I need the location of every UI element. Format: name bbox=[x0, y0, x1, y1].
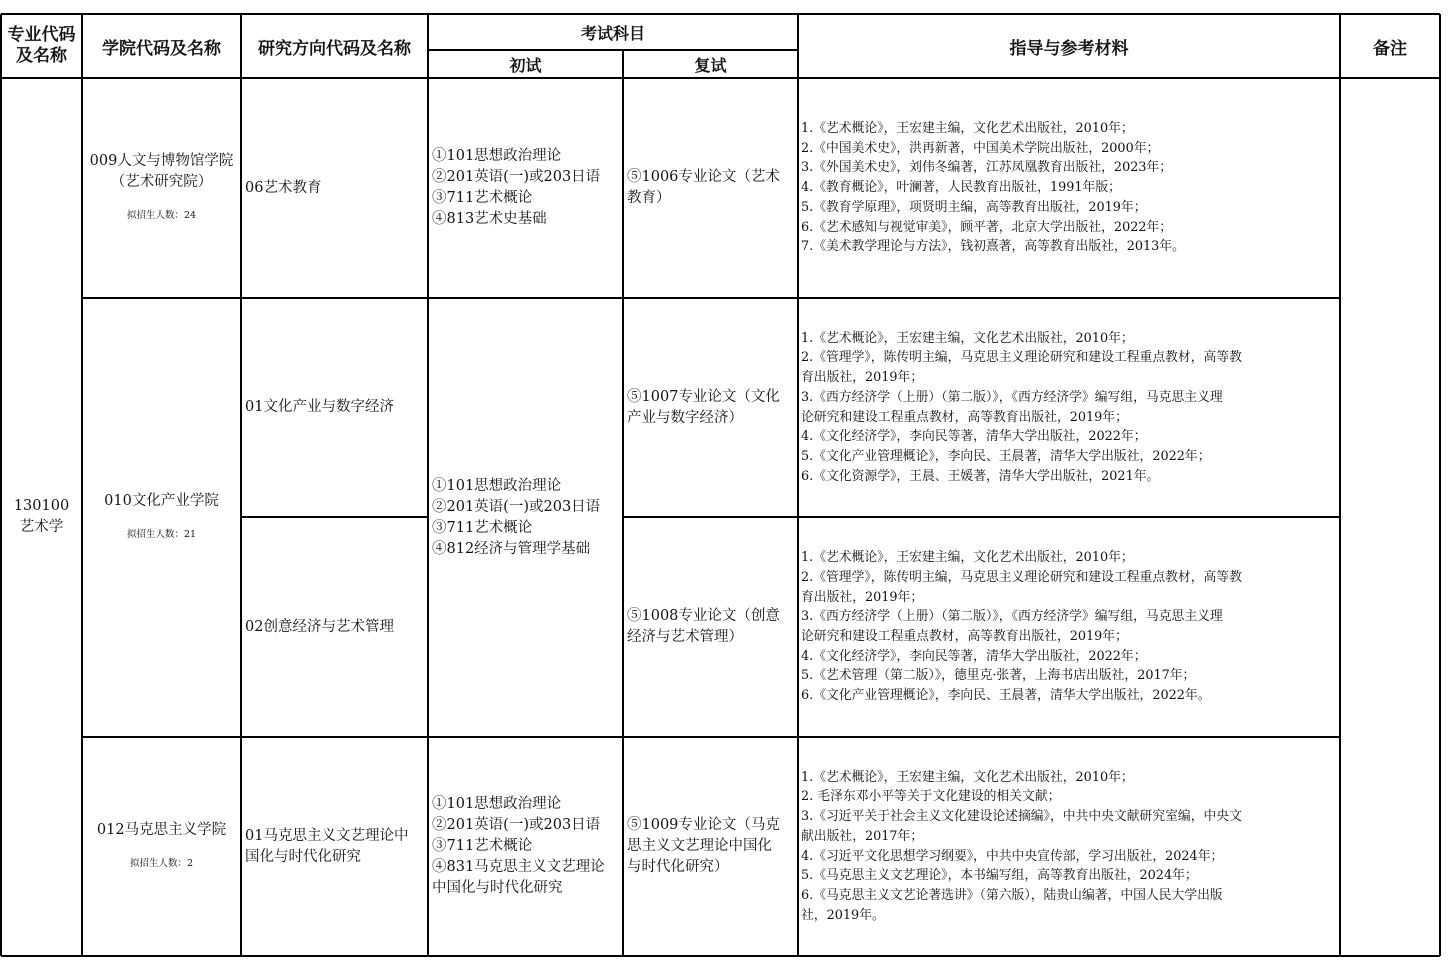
direction-name: 01文化产业与数字经济 bbox=[245, 399, 394, 415]
header-direction: 研究方向代码及名称 bbox=[258, 38, 411, 59]
ref-item: 1.《艺术概论》，王宏建主编，文化艺术出版社，2010年； bbox=[801, 330, 1134, 346]
ref-item: 4.《教育概论》，叶澜著，人民教育出版社，1991年版； bbox=[801, 180, 1121, 196]
direction-name: 02创意经济与艺术管理 bbox=[245, 618, 394, 635]
refs-cell bbox=[798, 517, 1340, 737]
college-cell bbox=[82, 737, 241, 956]
prelim-subject: ③711艺术概论 bbox=[432, 519, 533, 536]
major-cell bbox=[1, 78, 82, 956]
ref-item: 5.《马克思主义文艺理论》，本书编写组，高等教育出版社，2024年； bbox=[801, 868, 1198, 884]
ref-item: 1.《艺术概论》，王宏建主编，文化艺术出版社，2010年； bbox=[801, 550, 1134, 566]
ref-item: 5.《艺术管理（第二版）》，德里克·张著，上海书店出版社，2017年； bbox=[801, 668, 1196, 684]
quota-text: 拟招生人数：2 bbox=[129, 857, 194, 869]
college-cell bbox=[82, 78, 241, 298]
ref-item: 6.《文化产业管理概论》，李向民、王晨著，清华大学出版社，2022年。 bbox=[801, 688, 1211, 704]
retest-cell: ⑤1009专业论文（马克 思主义文艺理论中国化 与时代化研究） bbox=[627, 817, 780, 875]
ref-item: 2.《中国美术史》，洪再新著，中国美术学院出版社，2000年； bbox=[801, 140, 1160, 156]
header-prelim: 初试 bbox=[509, 55, 542, 75]
header-major: 专业代码 及名称 bbox=[7, 25, 76, 66]
prelim-subject: ①101思想政治理论 bbox=[432, 148, 562, 164]
ref-item: 4.《文化经济学》，李向民等著，清华大学出版社，2022年； bbox=[801, 648, 1147, 664]
prelim-subject: ③711艺术概论 bbox=[432, 838, 533, 854]
direction-cell bbox=[241, 78, 428, 298]
prelim-subject: ①101思想政治理论 bbox=[432, 796, 562, 812]
major-code: 130100 bbox=[13, 498, 70, 514]
prelim-subject: ②201英语(一)或203日语 bbox=[432, 169, 601, 185]
refs-cell bbox=[798, 298, 1340, 517]
direction-cell bbox=[241, 517, 428, 737]
ref-item: 5.《文化产业管理概论》，李向民、王晨著，清华大学出版社，2022年； bbox=[801, 448, 1211, 464]
prelim-cell bbox=[428, 78, 623, 298]
refs-cell bbox=[798, 78, 1340, 298]
ref-item: 4.《习近平文化思想学习纲要》，中共中央宣传部，学习出版社，2024年； bbox=[801, 848, 1224, 864]
ref-item: 6.《文化资源学》，王晨、王媛著，清华大学出版社，2021年。 bbox=[801, 468, 1160, 484]
ref-item: 1.《艺术概论》，王宏建主编，文化艺术出版社，2010年； bbox=[801, 121, 1134, 137]
direction-cell: 01马克思主义文艺理论中 国化与时代化研究 bbox=[245, 827, 409, 865]
ref-item: 育出版社，2019年； bbox=[801, 589, 924, 605]
header-exam: 考试科目 bbox=[580, 23, 645, 43]
direction-cell bbox=[241, 298, 428, 517]
prelim-subject: ④831马克思主义文艺理论 bbox=[432, 859, 605, 875]
ref-item: 论研究和建设工程重点教材，高等教育出版社，2019年； bbox=[801, 629, 1128, 644]
ref-item: 3.《西方经济学（上册）（第二版）》，《西方经济学》编写组，马克思主义理 bbox=[801, 389, 1223, 405]
ref-item: 育出版社，2019年； bbox=[801, 370, 924, 386]
quota-text: 拟招生人数：24 bbox=[126, 209, 197, 221]
ref-item: 5.《教育学原理》，项贤明主编，高等教育出版社，2019年； bbox=[801, 199, 1147, 215]
ref-item: 7.《美术教学理论与方法》，钱初熹著，高等教育出版社，2013年。 bbox=[801, 239, 1185, 255]
prelim-subject: ②201英语(一)或203日语 bbox=[432, 817, 601, 833]
refs-cell bbox=[798, 737, 1340, 956]
retest-cell: ⑤1008专业论文（创意 经济与艺术管理） bbox=[627, 608, 780, 645]
prelim-subject: 中国化与时代化研究 bbox=[432, 880, 563, 896]
prelim-cell bbox=[428, 737, 623, 956]
ref-item: 社，2019年。 bbox=[801, 907, 885, 923]
ref-item: 2.《管理学》，陈传明主编，马克思主义理论研究和建设工程重点教材，高等教 bbox=[801, 350, 1242, 366]
retest-cell: ⑤1007专业论文（文化 产业与数字经济） bbox=[627, 388, 780, 426]
notes-cell bbox=[1340, 78, 1440, 956]
ref-item: 3.《外国美术史》，刘伟冬编著，江苏凤凰教育出版社，2023年； bbox=[801, 160, 1173, 176]
major-name: 艺术学 bbox=[19, 519, 64, 535]
header-notes: 备注 bbox=[1373, 38, 1407, 59]
ref-item: 6.《艺术感知与视觉审美》，顾平著，北京大学出版社，2022年； bbox=[801, 219, 1173, 235]
college-name: 012马克思主义学院 bbox=[96, 821, 227, 838]
header-retest: 复试 bbox=[694, 55, 727, 75]
prelim-subject: ③711艺术概论 bbox=[432, 190, 533, 206]
prelim-subject: ④813艺术史基础 bbox=[432, 211, 547, 227]
ref-item: 3.《西方经济学（上册）（第二版）》，《西方经济学》编写组，马克思主义理 bbox=[801, 609, 1223, 625]
ref-item: 4.《文化经济学》，李向民等著，清华大学出版社，2022年； bbox=[801, 429, 1147, 445]
college-name: 010文化产业学院 bbox=[104, 492, 219, 509]
retest-cell: ⑤1006专业论文（艺术 教育） bbox=[627, 169, 780, 206]
ref-item: 2.《管理学》，陈传明主编，马克思主义理论研究和建设工程重点教材，高等教 bbox=[801, 569, 1242, 585]
college-name: 009人文与博物馆学院 （艺术研究院） bbox=[89, 152, 234, 190]
header-refs: 指导与参考材料 bbox=[1009, 38, 1129, 59]
prelim-subject: ②201英语(一)或203日语 bbox=[432, 498, 601, 515]
header-college: 学院代码及名称 bbox=[102, 38, 221, 59]
ref-item: 献出版社，2017年； bbox=[801, 828, 924, 844]
ref-item: 6.《马克思主义文艺论著选讲》（第六版），陆贵山编著，中国人民大学出版 bbox=[801, 887, 1223, 903]
ref-item: 2. 毛泽东邓小平等关于文化建设的相关文献； bbox=[801, 789, 1061, 805]
prelim-cell bbox=[428, 298, 623, 737]
ref-item: 1.《艺术概论》，王宏建主编，文化艺术出版社，2010年； bbox=[801, 769, 1134, 785]
prelim-subject: ①101思想政治理论 bbox=[432, 477, 562, 494]
quota-text: 拟招生人数：21 bbox=[126, 528, 197, 540]
ref-item: 3.《习近平关于社会主义文化建设论述摘编》，中共中央文献研究室编，中央文 bbox=[801, 809, 1242, 825]
ref-item: 论研究和建设工程重点教材，高等教育出版社，2019年； bbox=[801, 409, 1128, 425]
direction-name: 06艺术教育 bbox=[245, 179, 322, 196]
prelim-subject: ④812经济与管理学基础 bbox=[432, 540, 591, 557]
college-cell bbox=[82, 298, 241, 737]
